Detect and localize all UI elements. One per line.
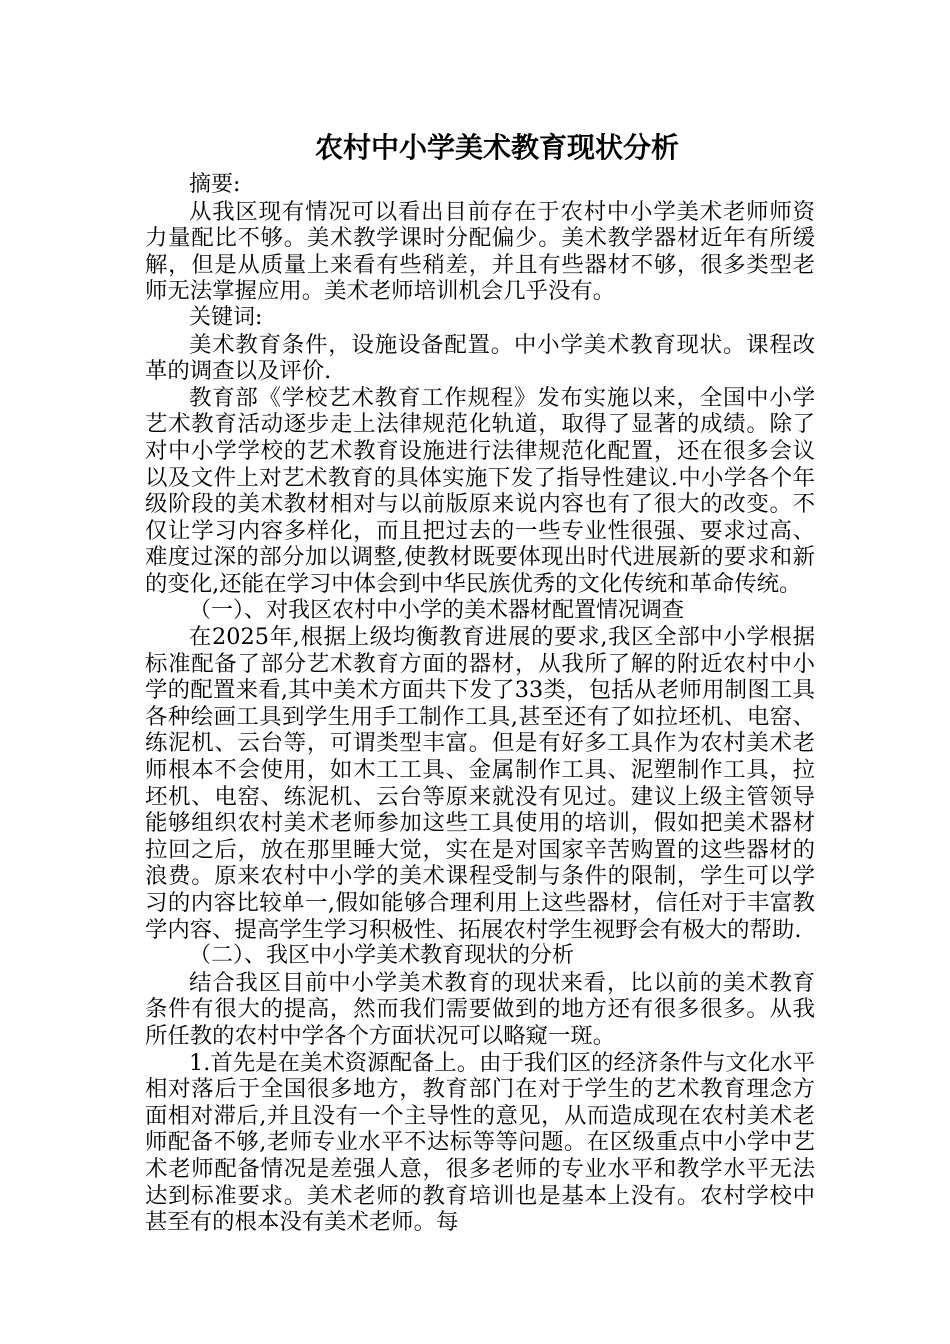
section-heading-1: （一）、对我区农村中小学的美术器材配置情况调查: [189, 597, 685, 623]
keywords-paragraph: 美术教育条件，设施设备配置。中小学美术教育现状。课程改革的调查以及评价.: [145, 331, 815, 385]
point1-paragraph: 1.首先是在美术资源配备上。由于我们区的经济条件与文化水平相对落后于全国很多地方，教育部门在对于学生的艺术教育理念方面相对滞后,并且没有一个主导性的意见，从而造成现在农村美术老师配备不够,老师专业水平不达标等等问题。在区级重点中小学中艺术老师配备情况是差强人意，很多老师的专业水平和教学水平无法达到标准要求。美术老师的教育培训也是基本上没有。农村学校中甚至有的根本没有美术老师。每: [145, 1049, 815, 1236]
section-heading-2: （二）、我区中小学美术教育现状的分析: [189, 943, 575, 969]
section1-paragraph: 在2025年,根据上级均衡教育进展的要求,我区全部中小学根据标准配备了部分艺术教育方面的器材，从我所了解的附近农村中小学的配置来看,其中美术方面共下发了33类，包括从老师用制图工具各种绘画工具到学生用手工制作工具,甚至还有了如拉坯机、电窑、练泥机、云台等，可谓类型丰富。但是有好多工具作为农村美术老师根本不会使用，如木工工具、金属制作工具、泥塑制作工具，拉坯机、电窑、练泥机、云台等原来就没有见过。建议上级主管领导能够组织农村美术老师参加这些工具使用的培训，假如把美术器材拉回之后，放在那里睡大觉，实在是对国家辛苦购置的这些器材的浪费。原来农村中小学的美术课程受制与条件的限制，学生可以学习的内容比较单一,假如能够合理利用上这些器材，信任对于丰富教学内容、提高学生学习积极性、拓展农村学生视野会有极大的帮助.: [145, 624, 815, 943]
document-page: [145, 128, 815, 1236]
abstract-paragraph: 从我区现有情况可以看出目前存在于农村中小学美术老师师资力量配比不够。美术教学课时分配偏少。美术教学器材近年有所缓解，但是从质量上来看有些稍差，并且有些器材不够，很多类型老师无法掌握应用。美术老师培训机会几乎没有。: [145, 198, 815, 305]
keywords-label: 关键词:: [189, 304, 263, 330]
abstract-label: 摘要:: [189, 172, 241, 197]
intro-paragraph: 教育部《学校艺术教育工作规程》发布实施以来，全国中小学艺术教育活动逐步走上法律规范化轨道，取得了显著的成绩。除了对中小学学校的艺术教育设施进行法律规范化配置，还在很多会议以及文件上对艺术教育的具体实施下发了指导性建议.中小学各个年级阶段的美术教材相对与以前版原来说内容也有了很大的改变。不仅让学习内容多样化，而且把过去的一些专业性很强、要求过高、难度过深的部分加以调整,使教材既要体现出时代进展新的要求和新的变化,还能在学习中体会到中华民族优秀的文化传统和革命传统。: [145, 384, 815, 597]
document-title: 农村中小学美术教育现状分析: [315, 131, 680, 164]
section2-paragraph: 结合我区目前中小学美术教育的现状来看，比以前的美术教育条件有很大的提高，然而我们需要做到的地方还有很多很多。从我所任教的农村中学各个方面状况可以略窥一斑。: [145, 969, 815, 1049]
